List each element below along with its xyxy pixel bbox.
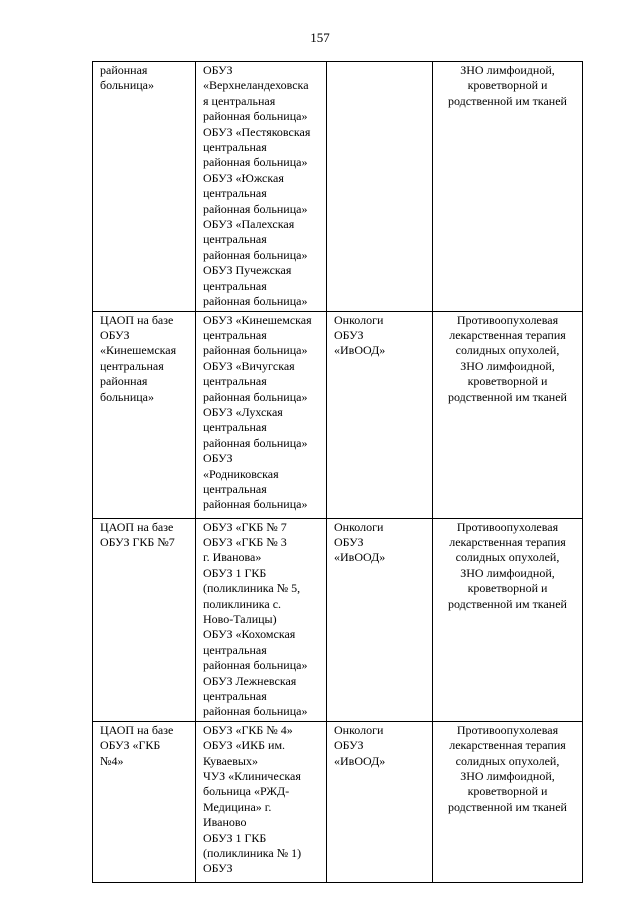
cell-line: ЗНО лимфоидной, <box>460 565 555 580</box>
cell-line: ОБУЗ ГКБ №7 <box>100 534 175 549</box>
cell-line: больница» <box>100 78 154 93</box>
cell-line: районная больница» <box>203 201 308 216</box>
cell-line: ОБУЗ <box>203 861 233 876</box>
table-row <box>93 311 583 518</box>
cell-line: (поликлиника № 5, <box>203 581 301 596</box>
cell-line: «ИвООД» <box>334 753 386 768</box>
cell-line: ОБУЗ «ГКБ № 7 <box>203 519 287 534</box>
cell-line: «Верхнеландеховска <box>203 78 309 93</box>
cell-line: «Кинешемская <box>100 343 177 358</box>
cell-line: центральная <box>203 140 267 155</box>
oncologist-cell <box>327 721 433 882</box>
cell-line: ЗНО лимфоидной, <box>460 358 555 373</box>
cell-line: районная больница» <box>203 389 308 404</box>
cell-line: районная <box>100 63 148 77</box>
cell-line: «ИвООД» <box>334 550 386 565</box>
cell-line: ЦАОП на базе <box>100 722 174 737</box>
cell-line: центральная <box>100 358 164 373</box>
cell-line: ОБУЗ «Южская <box>203 170 284 185</box>
cell-line: родственной им тканей <box>448 596 567 611</box>
cell-line: ОБУЗ «ГКБ № 4» <box>203 722 293 737</box>
cell-line: центральная <box>203 688 267 703</box>
oncologist-cell <box>327 62 433 312</box>
cell-line: районная больница» <box>203 343 308 358</box>
cell-line: центральная <box>203 374 267 389</box>
cell-line: Противоопухолевая <box>456 722 559 737</box>
cell-line: ОБУЗ «ГКБ <box>100 738 161 753</box>
cell-line: центральная <box>203 420 267 435</box>
cell-line: центральная <box>203 481 267 496</box>
therapy-cell <box>433 62 583 312</box>
cell-line: районная больница» <box>203 658 308 673</box>
cell-line: кроветворной и <box>467 581 548 596</box>
cell-line: районная <box>100 374 148 389</box>
cell-line: лекарственная терапия <box>449 327 566 342</box>
cell-line: родственной им тканей <box>448 93 567 108</box>
cell-line: ОБУЗ «Пестяковская <box>203 124 311 139</box>
cell-line: районная больница» <box>203 435 308 450</box>
institutions-cell <box>196 518 327 721</box>
cell-line: кроветворной и <box>467 374 548 389</box>
cell-line: солидных опухолей, <box>455 550 560 565</box>
cell-line: №4» <box>100 753 124 768</box>
center-cell <box>93 62 196 312</box>
cell-line: г. Иванова» <box>203 550 262 565</box>
cell-line: ОБУЗ «Палехская <box>203 217 295 232</box>
therapy-cell <box>433 311 583 518</box>
cell-line: центральная <box>203 232 267 247</box>
cell-line: родственной им тканей <box>448 799 567 814</box>
cell-line: ЗНО лимфоидной, <box>460 63 555 77</box>
cell-line: центральная <box>203 278 267 293</box>
institutions-cell <box>196 62 327 312</box>
cell-line: ОБУЗ <box>203 451 233 466</box>
cell-line: солидных опухолей, <box>455 343 560 358</box>
cell-line: ОБУЗ «ИКБ им. <box>203 738 286 753</box>
therapy-cell <box>433 721 583 882</box>
center-cell <box>93 721 196 882</box>
cell-line: Куваевых» <box>203 753 258 768</box>
cell-line: ОБУЗ <box>100 327 130 342</box>
cell-line: ОБУЗ 1 ГКБ <box>203 830 267 845</box>
cell-line: «Родниковская <box>203 466 279 481</box>
table-row <box>93 62 583 312</box>
cell-line: ОБУЗ «Лухская <box>203 404 283 419</box>
cell-line: «ИвООД» <box>334 343 386 358</box>
cell-line: Онкологи <box>334 722 384 737</box>
cell-line: ОБУЗ <box>334 327 364 342</box>
cell-line: Онкологи <box>334 519 384 534</box>
cell-line: родственной им тканей <box>448 389 567 404</box>
page-number: 157 <box>310 30 330 45</box>
cell-line: кроветворной и <box>467 784 548 799</box>
cell-line: ОБУЗ <box>203 63 233 77</box>
oncologist-cell <box>327 518 433 721</box>
cell-line: ОБУЗ «Кохомская <box>203 627 296 642</box>
cell-line: ОБУЗ «Вичугская <box>203 358 295 373</box>
cell-line: ЦАОП на базе <box>100 519 174 534</box>
cell-line: Ново-Талицы) <box>203 611 277 626</box>
cell-line: центральная <box>203 642 267 657</box>
cell-line: районная больница» <box>203 497 308 512</box>
cell-line: лекарственная терапия <box>449 738 566 753</box>
table-row <box>93 518 583 721</box>
cell-line: Медицина» г. <box>203 799 272 814</box>
cell-line: ЗНО лимфоидной, <box>460 769 555 783</box>
institutions-cell <box>196 721 327 882</box>
center-cell <box>93 518 196 721</box>
cell-line: районная больница» <box>203 109 308 124</box>
oncologist-cell <box>327 311 433 518</box>
cell-line: (поликлиника № 1) <box>203 846 302 861</box>
cell-line: ЦАОП на базе <box>100 312 174 327</box>
document-table <box>92 61 583 883</box>
cell-line: районная больница» <box>203 155 308 170</box>
cell-line: я центральная <box>203 93 276 108</box>
cell-line: ОБУЗ 1 ГКБ <box>203 565 267 580</box>
center-cell <box>93 311 196 518</box>
cell-line: Онкологи <box>334 312 384 327</box>
cell-line: ЧУЗ «Клиническая <box>203 769 301 783</box>
cell-line: ОБУЗ <box>334 534 364 549</box>
cell-line: центральная <box>203 327 267 342</box>
cell-line: районная больница» <box>203 294 308 309</box>
institutions-cell <box>196 311 327 518</box>
cell-line: Противоопухолевая <box>456 312 559 327</box>
cell-line: ОБУЗ «Кинешемская <box>203 312 312 327</box>
cell-line: районная больница» <box>203 247 308 262</box>
cell-line: Противоопухолевая <box>456 519 559 534</box>
cell-line: ОБУЗ Пучежская <box>203 263 292 278</box>
cell-line: лекарственная терапия <box>449 534 566 549</box>
cell-line: кроветворной и <box>467 78 548 93</box>
table-row <box>93 721 583 882</box>
cell-line: поликлиника с. <box>203 596 282 611</box>
cell-line: солидных опухолей, <box>455 753 560 768</box>
cell-line: центральная <box>203 186 267 201</box>
cell-line: районная больница» <box>203 704 308 719</box>
cell-line: ОБУЗ <box>334 738 364 753</box>
therapy-cell <box>433 518 583 721</box>
cell-line: ОБУЗ «ГКБ № 3 <box>203 534 287 549</box>
cell-line: больница «РЖД- <box>203 784 290 799</box>
cell-line: Иваново <box>203 815 247 830</box>
cell-line: больница» <box>100 389 154 404</box>
cell-line: ОБУЗ Лежневская <box>203 673 297 688</box>
